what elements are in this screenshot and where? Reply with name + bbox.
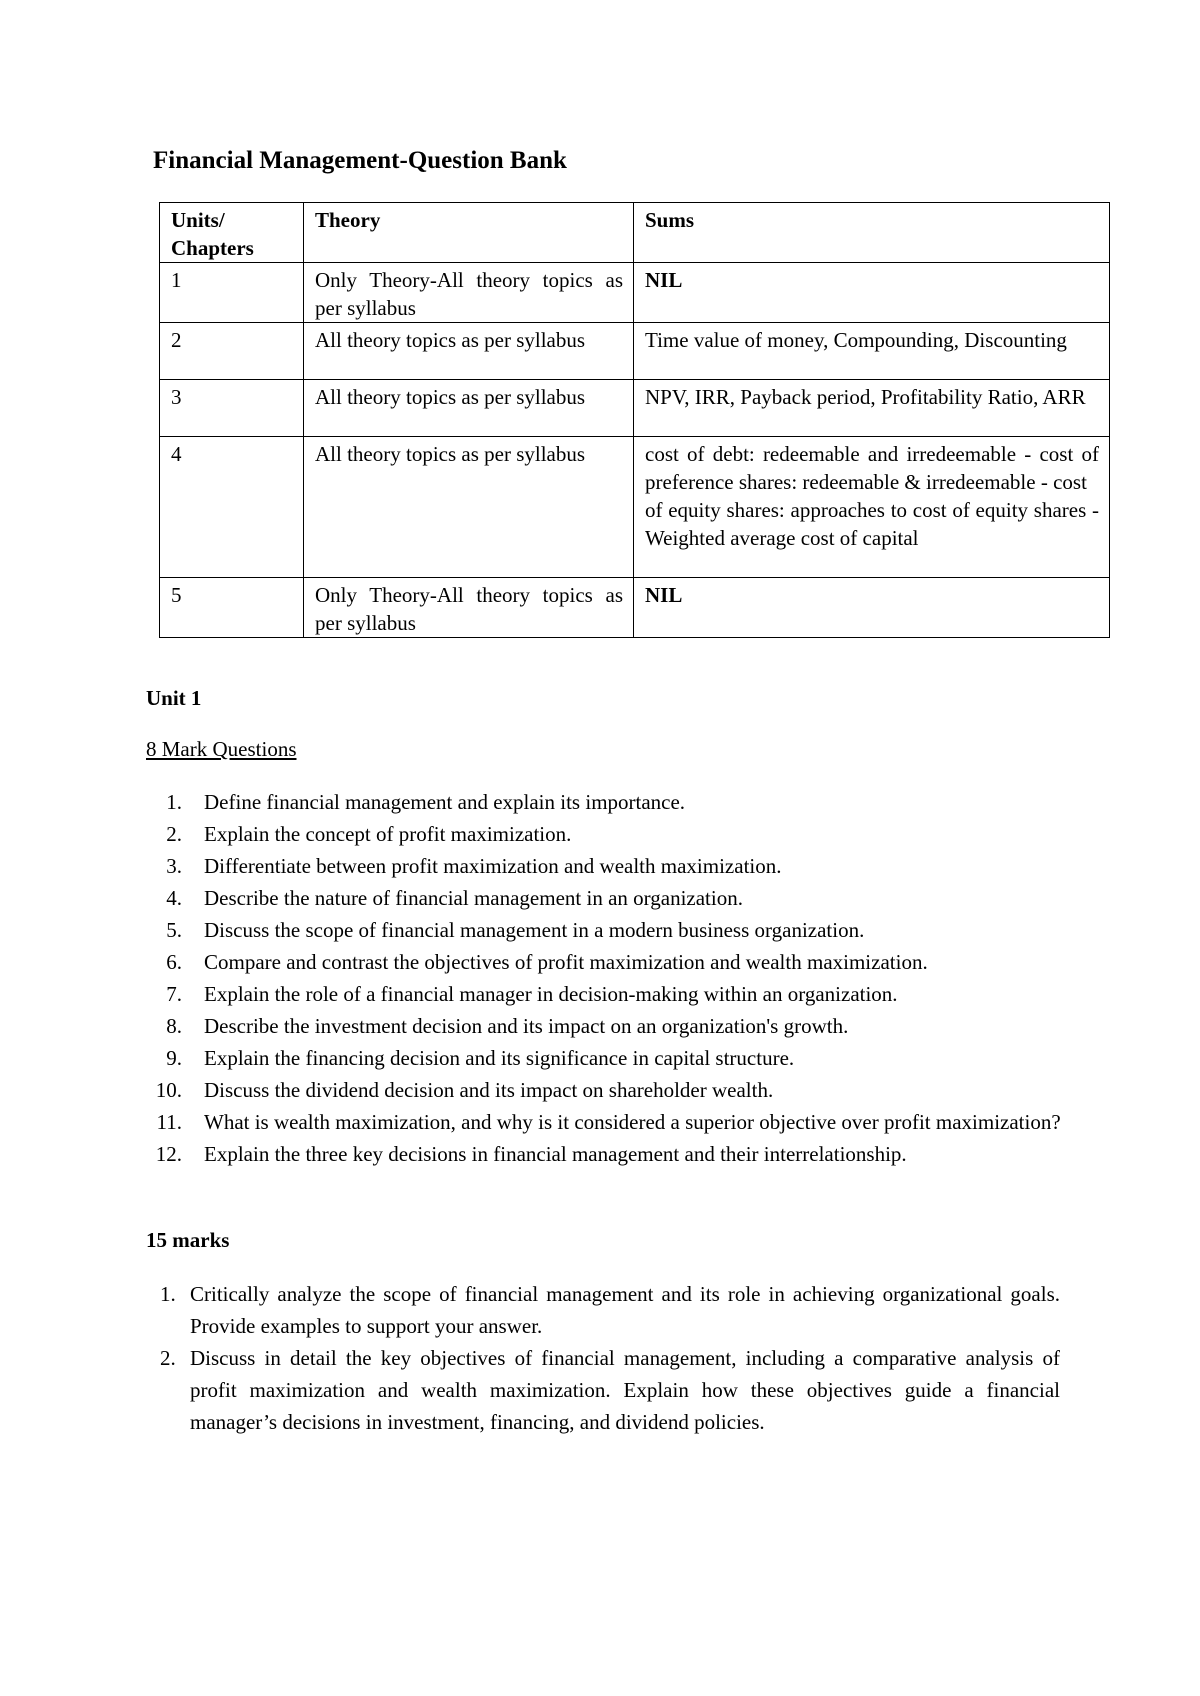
theory-cell: Only Theory-All theory topics as per syllabus: [304, 263, 634, 323]
question-number: 6.: [166, 950, 182, 974]
question-number: 11.: [156, 1110, 182, 1134]
question-text: Explain the concept of profit maximization.: [204, 822, 572, 846]
question-number: 8.: [166, 1014, 182, 1038]
list-item: [146, 818, 1066, 850]
question-text: Differentiate between profit maximization and wealth maximization.: [204, 854, 782, 878]
fifteen-mark-question-list: [160, 1278, 1060, 1438]
question-text: Critically analyze the scope of financial management and its role in achieving organizational goals. Provide examples to support your answer.: [190, 1282, 1060, 1338]
question-text: Compare and contrast the objectives of profit maximization and wealth maximization.: [204, 950, 928, 974]
table-row: [160, 323, 1110, 380]
unit-heading: Unit 1: [146, 686, 202, 710]
question-text: Describe the nature of financial management in an organization.: [204, 886, 743, 910]
question-number: 1.: [166, 790, 182, 814]
question-number: 9.: [166, 1046, 182, 1070]
sums-cell: NIL: [634, 578, 1110, 638]
header-sums: Sums: [634, 203, 1110, 263]
sums-cell: Time value of money, Compounding, Discounting: [634, 323, 1110, 380]
question-text: What is wealth maximization, and why is it considered a superior objective over profit maximization?: [204, 1110, 1061, 1134]
sums-line: of equity shares: approaches to cost of equity shares - Weighted average cost of capital: [645, 498, 1099, 550]
sums-line: cost of debt: redeemable and irredeemable - cost of preference shares: redeemable & irredeemable - cost: [645, 442, 1099, 494]
list-item: [160, 1278, 1060, 1342]
list-item: [146, 850, 1066, 882]
question-number: 10.: [155, 1078, 182, 1102]
eight-mark-question-list: [146, 786, 1066, 1170]
question-number: 2.: [166, 822, 182, 846]
question-number: 2.: [160, 1346, 176, 1370]
question-number: 1.: [160, 1282, 176, 1306]
list-item: [146, 786, 1066, 818]
header-units: Units/ Chapters: [160, 203, 304, 263]
list-item: [146, 946, 1066, 978]
question-text: Discuss the dividend decision and its impact on shareholder wealth.: [204, 1078, 774, 1102]
theory-cell: All theory topics as per syllabus: [304, 380, 634, 437]
list-item: [146, 1042, 1066, 1074]
question-text: Define financial management and explain its importance.: [204, 790, 686, 814]
document-title: Financial Management-Question Bank: [153, 147, 567, 174]
theory-cell: Only Theory-All theory topics as per syllabus: [304, 578, 634, 638]
question-number: 7.: [166, 982, 182, 1006]
list-item: [146, 1074, 1066, 1106]
question-text: Explain the financing decision and its significance in capital structure.: [204, 1046, 795, 1070]
question-number: 12.: [155, 1142, 182, 1166]
header-theory: Theory: [304, 203, 634, 263]
table-row: [160, 263, 1110, 323]
list-item: [146, 978, 1066, 1010]
table-header-row: [160, 203, 1110, 263]
question-number: 3.: [166, 854, 182, 878]
list-item: [146, 1106, 1066, 1138]
sums-cell: NPV, IRR, Payback period, Profitability Ratio, ARR: [634, 380, 1110, 437]
question-text: Explain the role of a financial manager in decision-making within an organization.: [204, 982, 898, 1006]
table-row: [160, 578, 1110, 638]
list-item: [146, 882, 1066, 914]
list-item: [146, 914, 1066, 946]
unit-cell: 2: [160, 323, 304, 380]
theory-cell: All theory topics as per syllabus: [304, 437, 634, 578]
table-row: [160, 380, 1110, 437]
sums-cell: NIL: [634, 263, 1110, 323]
list-item: [146, 1138, 1066, 1170]
list-item: [160, 1342, 1060, 1438]
unit-cell: 3: [160, 380, 304, 437]
question-text: Discuss in detail the key objectives of financial management, including a comparative analysis of profit maximization and wealth maximization. Explain how these objectives guide a financial manager’s decisions in investment, financing, and dividend policies.: [190, 1346, 1060, 1434]
fifteen-mark-heading: 15 marks: [146, 1228, 230, 1252]
table-row: [160, 437, 1110, 578]
unit-cell: 5: [160, 578, 304, 638]
eight-mark-heading: 8 Mark Questions: [146, 737, 297, 761]
question-text: Describe the investment decision and its impact on an organization's growth.: [204, 1014, 849, 1038]
syllabus-table: [159, 202, 1110, 638]
question-text: Discuss the scope of financial management in a modern business organization.: [204, 918, 865, 942]
question-number: 4.: [166, 886, 182, 910]
question-text: Explain the three key decisions in financial management and their interrelationship.: [204, 1142, 907, 1166]
list-item: [146, 1010, 1066, 1042]
question-number: 5.: [166, 918, 182, 942]
sums-cell: [634, 437, 1110, 578]
theory-cell: All theory topics as per syllabus: [304, 323, 634, 380]
unit-cell: 1: [160, 263, 304, 323]
unit-cell: 4: [160, 437, 304, 578]
